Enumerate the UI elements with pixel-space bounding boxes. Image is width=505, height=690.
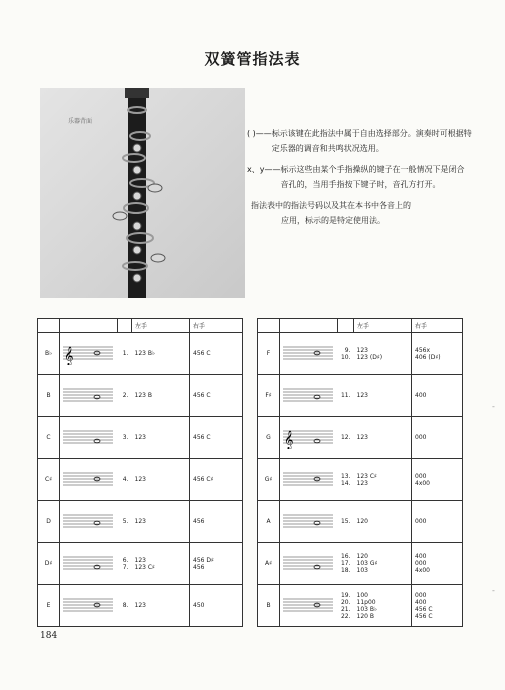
legend-key: x、y—— bbox=[247, 165, 281, 174]
staff-cell bbox=[60, 543, 118, 585]
note-name: C♯ bbox=[38, 459, 60, 501]
music-staff bbox=[63, 343, 113, 365]
staff-cell bbox=[280, 543, 338, 585]
note-name: D♯ bbox=[38, 543, 60, 585]
header-note bbox=[38, 319, 60, 333]
left-hand-keys: 123 bbox=[354, 375, 412, 417]
right-hand-keys: 000 400 456 C 456 C bbox=[412, 585, 463, 627]
fingering-row bbox=[38, 459, 243, 501]
header-note bbox=[258, 319, 280, 333]
fingering-row bbox=[258, 333, 463, 375]
fingering-number: 12. bbox=[338, 417, 354, 459]
fingering-number: 8. bbox=[118, 585, 132, 627]
music-staff bbox=[283, 511, 333, 533]
fingering-number: 6. 7. bbox=[118, 543, 132, 585]
staff-cell bbox=[60, 417, 118, 459]
staff-cell bbox=[280, 459, 338, 501]
right-hand-keys: 456 C bbox=[190, 417, 243, 459]
note-name: F bbox=[258, 333, 280, 375]
header-number bbox=[338, 319, 354, 333]
fingering-row bbox=[258, 543, 463, 585]
fingering-number: 2. bbox=[118, 375, 132, 417]
legend-text: 标示该键在此指法中属于自由选择部分。演奏时可根据特定乐器的调音和共鸣状况选用。 bbox=[271, 129, 472, 153]
music-staff bbox=[283, 595, 333, 617]
music-staff bbox=[283, 469, 333, 491]
header-number bbox=[118, 319, 132, 333]
staff-cell bbox=[280, 333, 338, 375]
right-hand-keys: 456 D♯ 456 bbox=[190, 543, 243, 585]
closing-note-line1: 指法表中的指法号码以及其在本书中各音上的 bbox=[251, 201, 411, 210]
fingering-row bbox=[258, 501, 463, 543]
music-staff bbox=[63, 427, 113, 449]
left-hand-keys: 123 bbox=[132, 585, 190, 627]
fingering-row bbox=[258, 459, 463, 501]
fingering-row bbox=[38, 333, 243, 375]
note-name: G bbox=[258, 417, 280, 459]
header-left-hand: 左手 bbox=[354, 319, 412, 333]
header-staff bbox=[280, 319, 338, 333]
fingering-row bbox=[38, 585, 243, 627]
header-staff bbox=[60, 319, 118, 333]
margin-mark: - bbox=[492, 402, 495, 411]
staff-cell bbox=[60, 333, 118, 375]
left-hand-keys: 123 bbox=[354, 417, 412, 459]
fingering-table-right bbox=[257, 318, 463, 627]
left-hand-keys: 120 bbox=[354, 501, 412, 543]
right-hand-keys: 456 C bbox=[190, 375, 243, 417]
fingering-number: 11. bbox=[338, 375, 354, 417]
staff-cell bbox=[280, 501, 338, 543]
closing-note bbox=[247, 198, 472, 228]
fingering-row bbox=[38, 417, 243, 459]
legend-note-optional bbox=[247, 126, 472, 156]
legend-key: ( )—— bbox=[247, 129, 272, 138]
note-name: A♯ bbox=[258, 543, 280, 585]
music-staff bbox=[283, 343, 333, 365]
right-hand-keys: 000 4x00 bbox=[412, 459, 463, 501]
left-hand-keys: 123 B bbox=[132, 375, 190, 417]
fingering-number: 15. bbox=[338, 501, 354, 543]
fingering-number: 13. 14. bbox=[338, 459, 354, 501]
header-left-hand: 左手 bbox=[132, 319, 190, 333]
left-hand-keys: 123 bbox=[132, 501, 190, 543]
right-hand-keys: 456 bbox=[190, 501, 243, 543]
left-hand-keys: 100 11p00 103 B♭ 120 B bbox=[354, 585, 412, 627]
header-right-hand: 右手 bbox=[190, 319, 243, 333]
right-hand-keys: 456 C♯ bbox=[190, 459, 243, 501]
right-hand-keys: 456 C bbox=[190, 333, 243, 375]
fingering-number: 9. 10. bbox=[338, 333, 354, 375]
note-name: G♯ bbox=[258, 459, 280, 501]
staff-cell bbox=[280, 417, 338, 459]
treble-clef: 𝄞 bbox=[64, 345, 74, 365]
header-right-hand: 右手 bbox=[412, 319, 463, 333]
note-name: F♯ bbox=[258, 375, 280, 417]
note-name: B♭ bbox=[38, 333, 60, 375]
treble-clef: 𝄞 bbox=[284, 429, 294, 449]
right-hand-keys: 450 bbox=[190, 585, 243, 627]
fingering-row bbox=[258, 375, 463, 417]
right-hand-keys: 000 bbox=[412, 417, 463, 459]
fingering-row bbox=[38, 543, 243, 585]
staff-cell bbox=[60, 501, 118, 543]
note-name: E bbox=[38, 585, 60, 627]
staff-cell bbox=[60, 585, 118, 627]
music-staff bbox=[63, 511, 113, 533]
note-name: A bbox=[258, 501, 280, 543]
fingering-number: 19. 20. 21. 22. bbox=[338, 585, 354, 627]
legend-text: 标示这些由某个手指操纵的键子在一般情况下是闭合音孔的，当用手指按下键子时，音孔方打开。 bbox=[280, 165, 465, 189]
page-title: 双簧管指法表 bbox=[204, 50, 301, 68]
left-hand-keys: 123 C♯ 123 bbox=[354, 459, 412, 501]
staff-cell bbox=[280, 375, 338, 417]
right-hand-keys: 400 bbox=[412, 375, 463, 417]
legend-notes bbox=[247, 126, 472, 234]
fingering-number: 1. bbox=[118, 333, 132, 375]
fingering-number: 16. 17. 18. bbox=[338, 543, 354, 585]
note-name: B bbox=[38, 375, 60, 417]
fingering-row bbox=[38, 501, 243, 543]
music-staff bbox=[63, 469, 113, 491]
fingering-row bbox=[258, 417, 463, 459]
right-hand-keys: 456x 406 (D♯) bbox=[412, 333, 463, 375]
note-name: B bbox=[258, 585, 280, 627]
note-name: D bbox=[38, 501, 60, 543]
fingering-number: 4. bbox=[118, 459, 132, 501]
photo-caption: 乐器背面 bbox=[68, 118, 93, 125]
staff-cell bbox=[60, 375, 118, 417]
music-staff bbox=[283, 553, 333, 575]
staff-cell bbox=[280, 585, 338, 627]
closing-note-line2: 应用，标示的是特定使用法。 bbox=[281, 216, 385, 225]
page-number: 184 bbox=[40, 631, 58, 641]
fingering-number: 3. bbox=[118, 417, 132, 459]
fingering-row bbox=[258, 585, 463, 627]
music-staff bbox=[63, 385, 113, 407]
left-hand-keys: 120 103 G♯ 103 bbox=[354, 543, 412, 585]
fingering-row bbox=[38, 375, 243, 417]
music-staff bbox=[63, 595, 113, 617]
music-staff bbox=[283, 385, 333, 407]
music-staff bbox=[63, 553, 113, 575]
note-name: C bbox=[38, 417, 60, 459]
fingering-table-left bbox=[37, 318, 243, 627]
legend-note-keys bbox=[247, 162, 472, 192]
margin-mark: - bbox=[492, 586, 495, 595]
left-hand-keys: 123 123 C♯ bbox=[132, 543, 190, 585]
left-hand-keys: 123 bbox=[132, 459, 190, 501]
music-staff bbox=[283, 427, 333, 449]
left-hand-keys: 123 bbox=[132, 417, 190, 459]
oboe-photo bbox=[40, 88, 245, 298]
staff-cell bbox=[60, 459, 118, 501]
fingering-number: 5. bbox=[118, 501, 132, 543]
right-hand-keys: 400 000 4x00 bbox=[412, 543, 463, 585]
left-hand-keys: 123 123 (D♯) bbox=[354, 333, 412, 375]
right-hand-keys: 000 bbox=[412, 501, 463, 543]
left-hand-keys: 123 B♭ bbox=[132, 333, 190, 375]
